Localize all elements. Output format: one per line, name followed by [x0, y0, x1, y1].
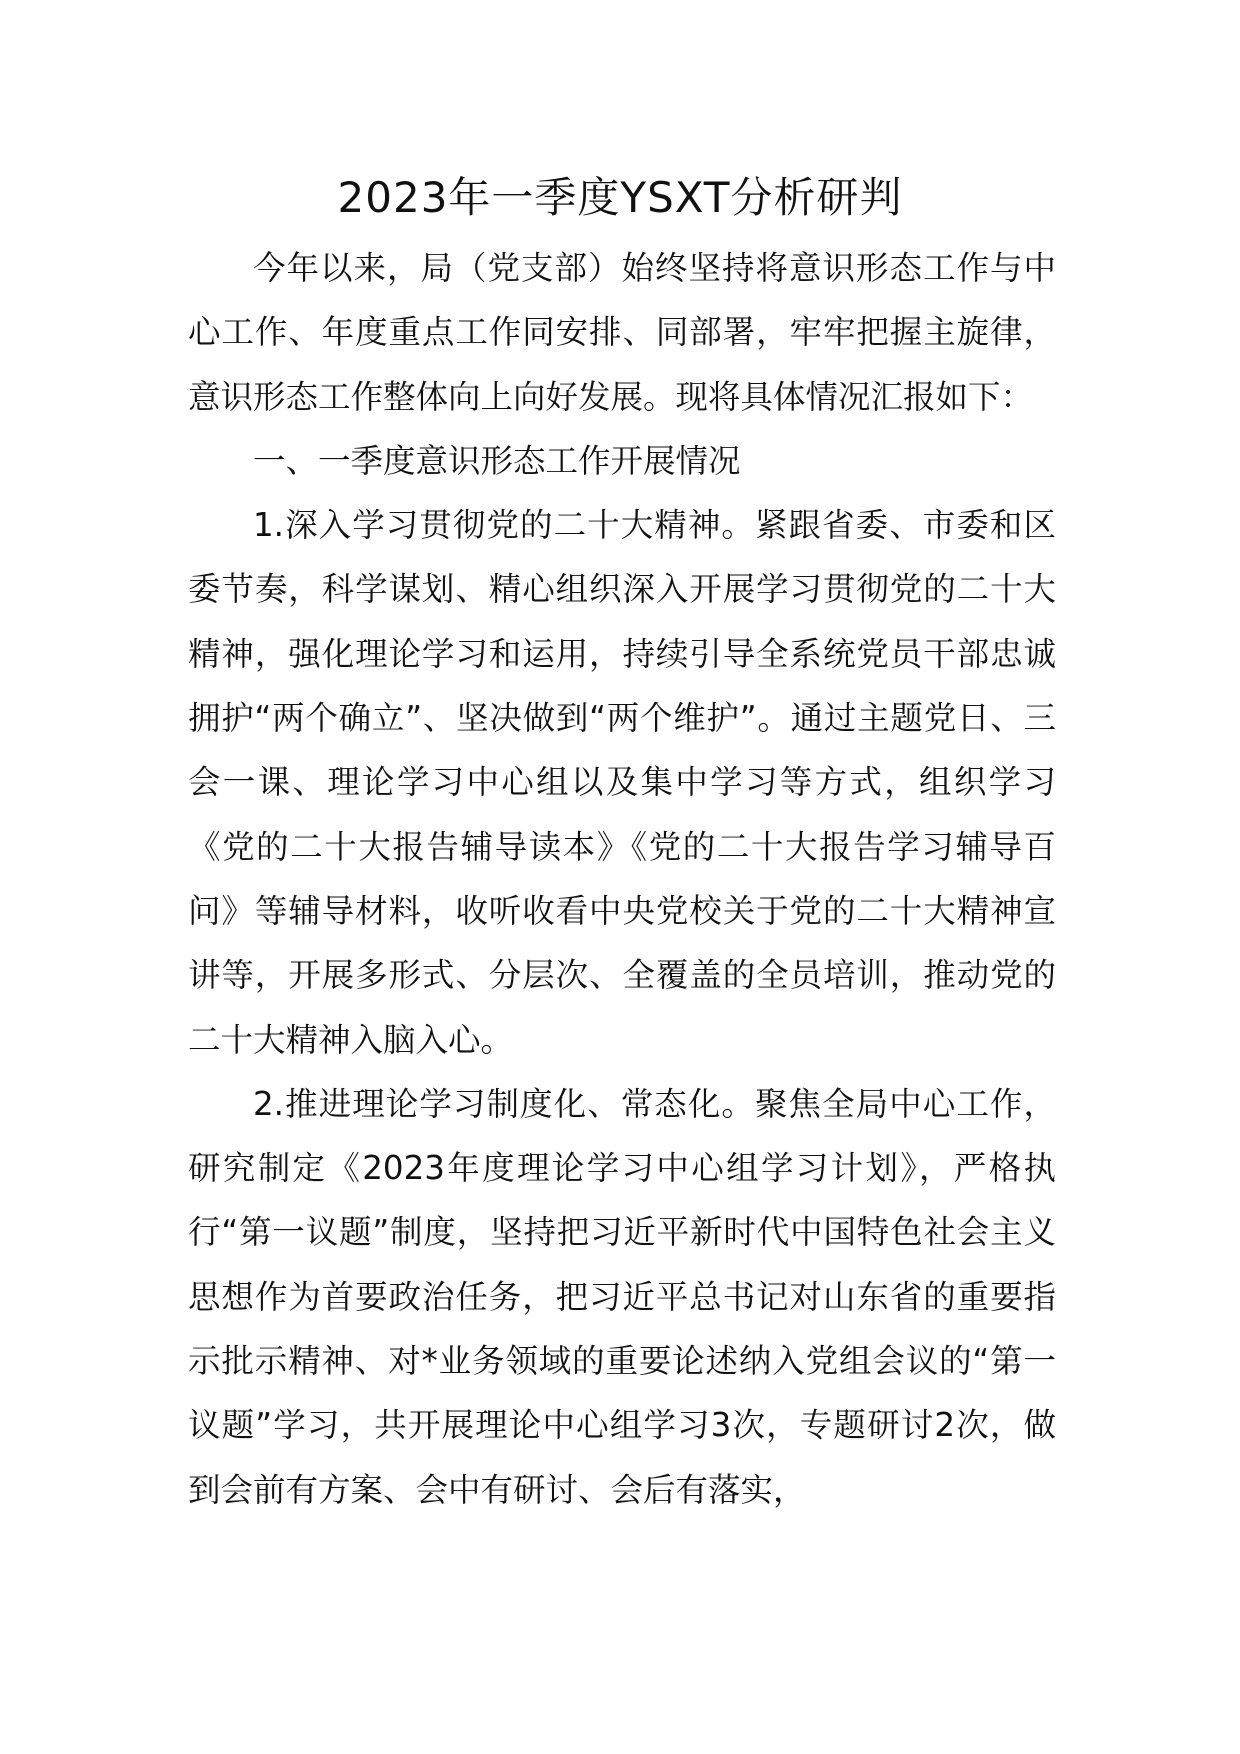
- document-body: [188, 236, 1056, 1522]
- section-heading: 一、一季度意识形态工作开展情况: [253, 441, 741, 480]
- item-2-paragraph: 2.推进理论学习制度化、常态化。聚焦全局中心工作，研究制定《2023年度理论学习中心组学习计划》，严格执行“第一议题”制度，坚持把习近平新时代中国特色社会主义思想作为首要政治任务，把习近平总书记对山东省的重要指示批示精神、对*业务领域的重要论述纳入党组会议的“第一议题”学习，共开展理论中心组学习3次，专题研讨2次，做到会前有方案、会中有研讨、会后有落实，: [188, 1084, 1056, 1509]
- item-1-paragraph: 1.深入学习贯彻党的二十大精神。紧跟省委、市委和区委节奏，科学谋划、精心组织深入开展学习贯彻党的二十大精神，强化理论学习和运用，持续引导全系统党员干部忠诚拥护“两个确立”、坚决做到“两个维护”。通过主题党日、三会一课、理论学习中心组以及集中学习等方式，组织学习《党的二十大报告辅导读本》《党的二十大报告学习辅导百问》等辅导材料，收听收看中央党校关于党的二十大精神宣讲等，开展多形式、分层次、全覆盖的全员培训，推动党的二十大精神入脑入心。: [188, 506, 1056, 1059]
- intro-paragraph: 今年以来，局（党支部）始终坚持将意识形态工作与中心工作、年度重点工作同安排、同部署，牢牢把握主旋律，意识形态工作整体向上向好发展。现将具体情况汇报如下：: [188, 249, 1056, 416]
- document-title: 2023年一季度YSXT分析研判: [337, 173, 903, 222]
